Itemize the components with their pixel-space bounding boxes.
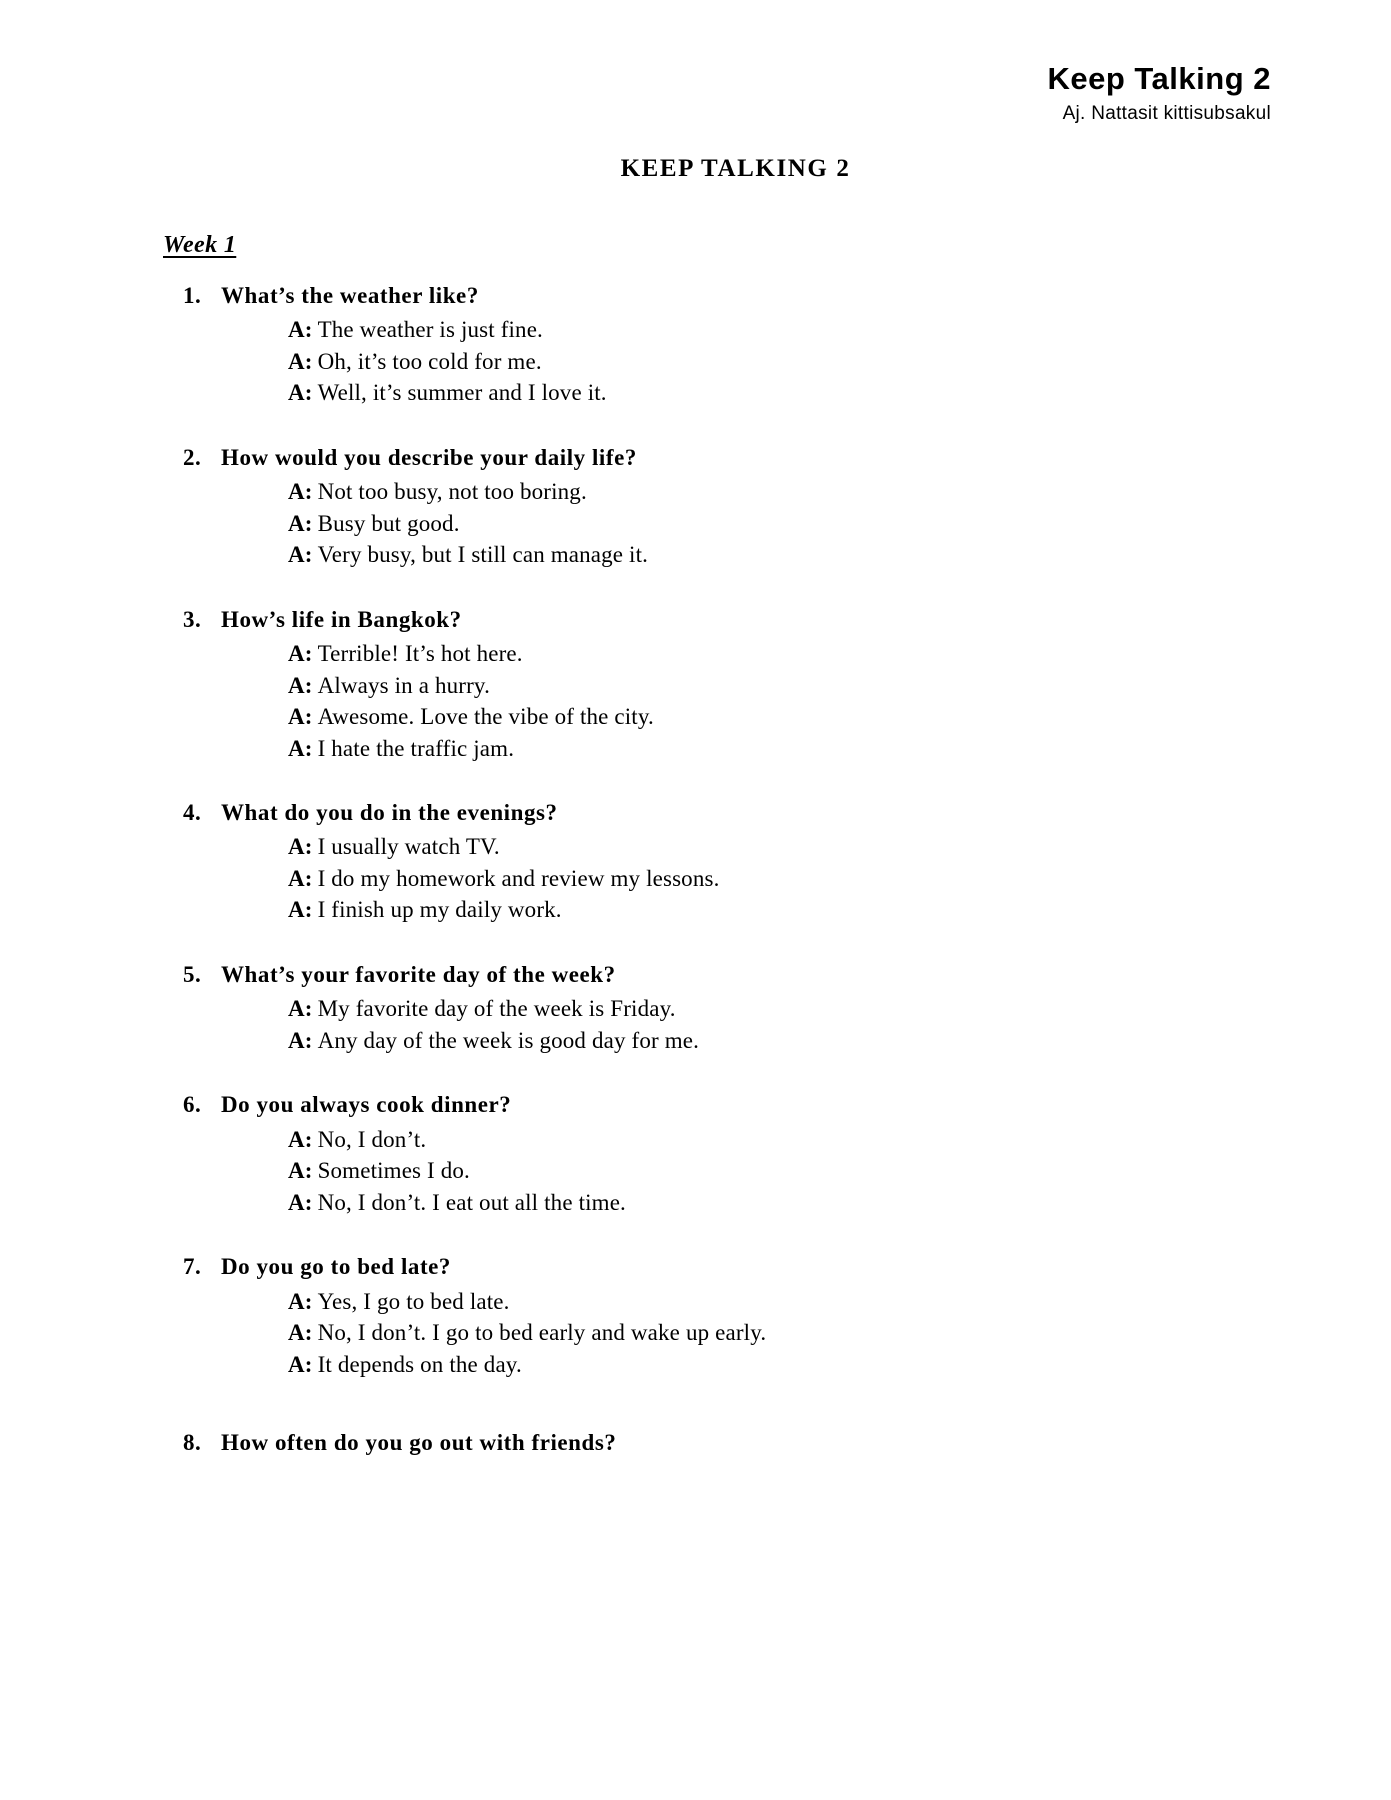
answer-label: A: bbox=[288, 479, 313, 505]
answer-line bbox=[288, 314, 1263, 346]
week-heading: Week 1 bbox=[163, 232, 237, 258]
answer-label: A: bbox=[288, 704, 313, 730]
question-list bbox=[163, 281, 1263, 1458]
question-line bbox=[183, 443, 1263, 473]
question-item bbox=[163, 605, 1263, 764]
answer-label: A: bbox=[288, 1320, 313, 1346]
answer-line bbox=[288, 670, 1263, 702]
answer-text: Awesome. Love the vibe of the city. bbox=[317, 704, 654, 730]
question-line bbox=[183, 1252, 1263, 1282]
answer-label: A: bbox=[288, 317, 313, 343]
question-text: What’s your favorite day of the week? bbox=[221, 961, 616, 987]
question-number: 5. bbox=[183, 961, 202, 987]
question-item bbox=[163, 281, 1263, 409]
question-number: 2. bbox=[183, 444, 202, 470]
question-line bbox=[183, 605, 1263, 635]
question-item bbox=[163, 1428, 1263, 1458]
answer-text: I do my homework and review my lessons. bbox=[317, 865, 720, 891]
question-item bbox=[163, 443, 1263, 571]
answer-text: It depends on the day. bbox=[317, 1351, 522, 1377]
answer-line bbox=[288, 346, 1263, 378]
answer-label: A: bbox=[288, 834, 313, 860]
question-text: How would you describe your daily life? bbox=[221, 444, 637, 470]
answer-label: A: bbox=[288, 1158, 313, 1184]
question-line bbox=[183, 960, 1263, 990]
answer-line bbox=[288, 1349, 1263, 1381]
answer-list bbox=[288, 314, 1263, 409]
answer-line bbox=[288, 539, 1263, 571]
answer-text: I finish up my daily work. bbox=[317, 897, 562, 923]
answer-text: Busy but good. bbox=[317, 510, 460, 536]
answer-text: I hate the traffic jam. bbox=[317, 735, 515, 761]
answer-list bbox=[288, 1286, 1263, 1381]
answer-label: A: bbox=[288, 996, 313, 1022]
question-line bbox=[183, 1428, 1263, 1458]
question-number: 7. bbox=[183, 1254, 202, 1280]
answer-text: Terrible! It’s hot here. bbox=[317, 641, 523, 667]
answer-list bbox=[288, 1124, 1263, 1219]
question-number: 3. bbox=[183, 606, 202, 632]
answer-label: A: bbox=[288, 1189, 313, 1215]
question-number: 6. bbox=[183, 1092, 202, 1118]
answer-label: A: bbox=[288, 542, 313, 568]
question-item bbox=[163, 1252, 1263, 1380]
question-number: 1. bbox=[183, 283, 202, 308]
question-line bbox=[183, 281, 1263, 311]
document-header bbox=[1048, 62, 1272, 126]
answer-label: A: bbox=[288, 672, 313, 698]
answer-label: A: bbox=[288, 641, 313, 667]
answer-line bbox=[288, 476, 1263, 508]
question-number: 8. bbox=[183, 1430, 202, 1456]
answer-text: The weather is just fine. bbox=[317, 317, 543, 343]
answer-line bbox=[288, 508, 1263, 540]
answer-label: A: bbox=[288, 1288, 313, 1314]
answer-text: Any day of the week is good day for me. bbox=[317, 1027, 699, 1053]
question-text: How’s life in Bangkok? bbox=[221, 606, 462, 632]
answer-text: Very busy, but I still can manage it. bbox=[317, 542, 649, 568]
answer-text: My favorite day of the week is Friday. bbox=[317, 996, 676, 1022]
answer-label: A: bbox=[288, 1351, 313, 1377]
answer-line bbox=[288, 1317, 1263, 1349]
question-line bbox=[183, 1090, 1263, 1120]
answer-list bbox=[288, 476, 1263, 571]
answer-label: A: bbox=[288, 897, 313, 923]
answer-line bbox=[288, 1187, 1263, 1219]
answer-label: A: bbox=[288, 735, 313, 761]
question-number: 4. bbox=[183, 800, 202, 826]
answer-line bbox=[288, 638, 1263, 670]
answer-line bbox=[288, 1025, 1263, 1057]
answer-label: A: bbox=[288, 865, 313, 891]
document-body bbox=[163, 232, 1263, 1458]
answer-line bbox=[288, 831, 1263, 863]
answer-label: A: bbox=[288, 380, 313, 406]
answer-text: Sometimes I do. bbox=[317, 1158, 470, 1184]
answer-text: No, I don’t. bbox=[317, 1126, 427, 1152]
answer-line bbox=[288, 701, 1263, 733]
answer-label: A: bbox=[288, 1027, 313, 1053]
answer-list bbox=[288, 638, 1263, 764]
question-item bbox=[163, 1090, 1263, 1218]
author-name: Aj. Nattasit kittisubsakul bbox=[1062, 102, 1271, 124]
question-item bbox=[163, 960, 1263, 1056]
question-text: What do you do in the evenings? bbox=[221, 800, 558, 826]
question-item bbox=[163, 798, 1263, 926]
answer-text: Well, it’s summer and I love it. bbox=[317, 380, 607, 406]
answer-text: No, I don’t. I eat out all the time. bbox=[317, 1189, 626, 1215]
answer-line bbox=[288, 733, 1263, 765]
answer-text: Always in a hurry. bbox=[317, 672, 490, 698]
answer-line bbox=[288, 1155, 1263, 1187]
answer-text: Not too busy, not too boring. bbox=[317, 479, 587, 505]
question-text: What’s the weather like? bbox=[221, 283, 479, 308]
answer-line bbox=[288, 894, 1263, 926]
answer-label: A: bbox=[288, 510, 313, 536]
question-text: Do you go to bed late? bbox=[221, 1254, 451, 1280]
answer-list bbox=[288, 993, 1263, 1056]
answer-list bbox=[288, 831, 1263, 926]
answer-line bbox=[288, 1286, 1263, 1318]
answer-line bbox=[288, 1124, 1263, 1156]
question-line bbox=[183, 798, 1263, 828]
answer-line bbox=[288, 863, 1263, 895]
answer-line bbox=[288, 377, 1263, 409]
answer-text: I usually watch TV. bbox=[317, 834, 500, 860]
course-title: Keep Talking 2 bbox=[1047, 61, 1271, 96]
answer-label: A: bbox=[288, 348, 313, 374]
question-text: How often do you go out with friends? bbox=[221, 1430, 617, 1456]
answer-label: A: bbox=[288, 1126, 313, 1152]
answer-text: No, I don’t. I go to bed early and wake up early. bbox=[317, 1320, 767, 1346]
page-title: KEEP TALKING 2 bbox=[620, 155, 851, 182]
answer-line bbox=[288, 993, 1263, 1025]
answer-text: Yes, I go to bed late. bbox=[317, 1288, 510, 1314]
answer-text: Oh, it’s too cold for me. bbox=[317, 348, 542, 374]
question-text: Do you always cook dinner? bbox=[221, 1092, 512, 1118]
